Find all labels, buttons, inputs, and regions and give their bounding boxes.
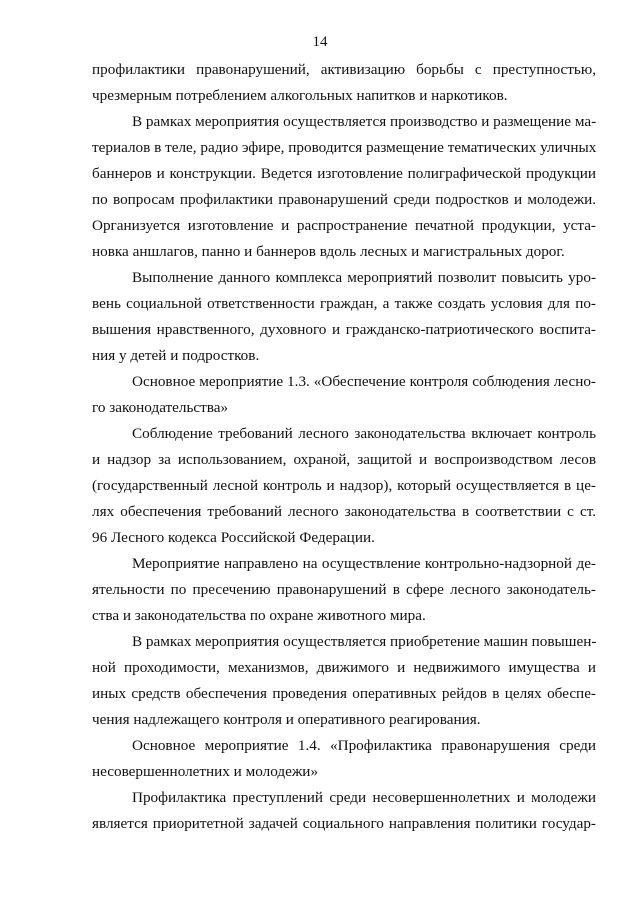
text-line: Выполнение данного комплекса мероприятий позволит повысить уро- bbox=[132, 269, 596, 286]
text-line: ной проходимости, механизмов, движимого и недвижимого имущества и bbox=[92, 659, 596, 676]
text-line: баннеров и конструкции. Ведется изготовление полиграфической продукции bbox=[92, 165, 596, 182]
text-line: новка аншлагов, панно и баннеров вдоль лесных и магистральных дорог. bbox=[92, 243, 565, 260]
text-line: ства и законодательства по охране животного мира. bbox=[92, 607, 426, 624]
page-number: 14 bbox=[312, 34, 328, 50]
text-line: вышения нравственного, духовного и гражданско-патриотического воспита- bbox=[92, 321, 596, 338]
text-line: профилактики правонарушений, активизацию борьбы с преступностью, bbox=[92, 61, 596, 78]
text-line: Организуется изготовление и распространение печатной продукции, уста- bbox=[92, 217, 596, 234]
text-line: лях обеспечения требований лесного законодательства в соответствии с ст. bbox=[92, 503, 596, 520]
text-line: иных средств обеспечения проведения оперативных рейдов в целях обеспе- bbox=[92, 685, 596, 702]
section-heading-line: Основное мероприятие 1.3. «Обеспечение контроля соблюдения лесно- bbox=[132, 373, 596, 390]
text-line: чрезмерным потреблением алкогольных напитков и наркотиков. bbox=[92, 87, 508, 104]
text-line: В рамках мероприятия осуществляется производство и размещение ма- bbox=[132, 113, 597, 130]
text-line: чения надлежащего контроля и оперативного реагирования. bbox=[92, 711, 481, 728]
text-line: Соблюдение требований лесного законодательства включает контроль bbox=[132, 425, 596, 442]
text-line: ятельности по пресечению правонарушений в сфере лесного законодатель- bbox=[92, 581, 596, 598]
text-line: Мероприятие направлено на осуществление контрольно-надзорной де- bbox=[132, 555, 596, 572]
text-line: вень социальной ответственности граждан, а также создать условия для по- bbox=[92, 295, 596, 312]
section-heading-line: го законодательства» bbox=[92, 399, 229, 416]
text-line: (государственный лесной контроль и надзор), который осуществляется в це- bbox=[92, 477, 596, 494]
text-line: Профилактика преступлений среди несовершеннолетних и молодежи bbox=[132, 789, 596, 806]
text-line: териалов в теле, радио эфире, проводится размещение тематических уличных bbox=[92, 139, 597, 156]
text-line: и надзор за использованием, охраной, защитой и воспроизводством лесов bbox=[92, 451, 596, 468]
text-line: по вопросам профилактики правонарушений среди подростков и молодежи. bbox=[92, 191, 596, 208]
text-line: 96 Лесного кодекса Российской Федерации. bbox=[92, 529, 375, 546]
section-heading-line: несовершеннолетних и молодежи» bbox=[92, 763, 319, 780]
section-heading-line: Основное мероприятие 1.4. «Профилактика правонарушения среди bbox=[132, 737, 596, 754]
text-line: ния у детей и подростков. bbox=[92, 347, 260, 364]
text-line: В рамках мероприятия осуществляется приобретение машин повышен- bbox=[132, 633, 597, 650]
text-line: является приоритетной задачей социального направления политики государ- bbox=[92, 815, 596, 832]
